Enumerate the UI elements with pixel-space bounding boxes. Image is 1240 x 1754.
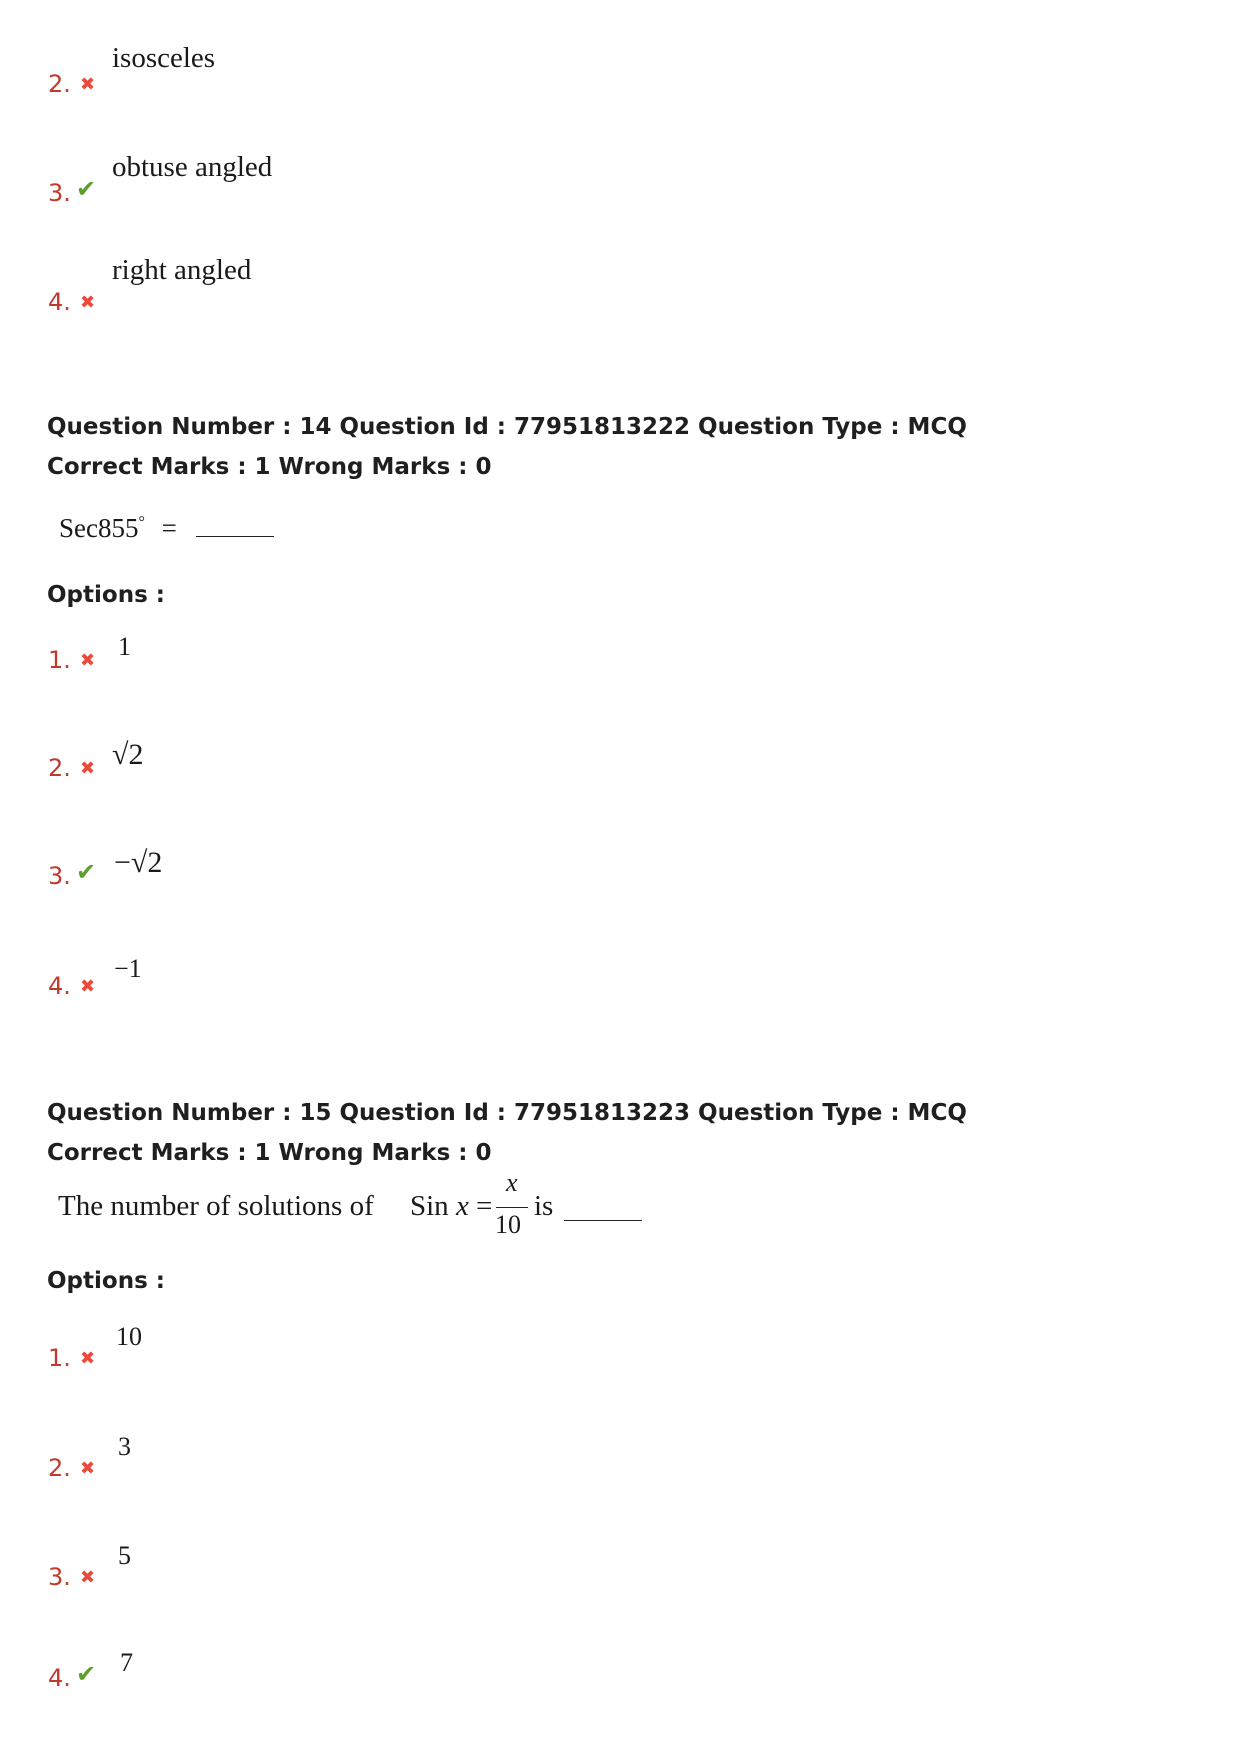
option-text: 7 bbox=[120, 1648, 133, 1677]
option-number: 2. bbox=[48, 1454, 71, 1482]
answer-blank bbox=[196, 536, 274, 537]
option-text: 10 bbox=[116, 1322, 142, 1351]
question-header: Question Number : 14 Question Id : 77951813222 Question Type : MCQ bbox=[47, 414, 967, 440]
question-prefix: The number of solutions of bbox=[58, 1190, 374, 1222]
option-text: obtuse angled bbox=[112, 151, 273, 183]
option-number: 3. bbox=[48, 1563, 71, 1591]
option-row bbox=[0, 1322, 600, 1382]
option-row bbox=[0, 956, 600, 1016]
wrong-mark-icon: ✖ bbox=[80, 758, 96, 779]
fraction-numerator: x bbox=[506, 1168, 518, 1197]
check-mark-icon: ✔ bbox=[76, 175, 97, 203]
wrong-mark-icon: ✖ bbox=[80, 650, 96, 671]
option-text: isosceles bbox=[112, 42, 216, 74]
option-number: 4. bbox=[48, 1664, 71, 1692]
option-row bbox=[0, 738, 600, 798]
option-row bbox=[0, 1541, 600, 1601]
option-row bbox=[0, 846, 600, 906]
option-number: 2. bbox=[48, 70, 71, 98]
question-function: Sin bbox=[410, 1190, 449, 1222]
option-text: 5 bbox=[118, 1541, 131, 1570]
equals-sign: = bbox=[161, 513, 177, 543]
equals-sign: = bbox=[476, 1190, 493, 1222]
option-row bbox=[0, 250, 600, 316]
degree-symbol: ° bbox=[138, 514, 145, 531]
option-text: −√2 bbox=[114, 846, 163, 879]
fraction-denominator: 10 bbox=[495, 1210, 521, 1239]
option-row bbox=[0, 1648, 600, 1708]
option-text: −1 bbox=[114, 954, 142, 983]
option-text: right angled bbox=[112, 254, 252, 286]
wrong-mark-icon: ✖ bbox=[80, 292, 96, 313]
marks-header: Correct Marks : 1 Wrong Marks : 0 bbox=[47, 1140, 492, 1166]
option-text: 3 bbox=[118, 1432, 131, 1461]
option-row bbox=[0, 40, 600, 100]
question-suffix: is bbox=[534, 1190, 554, 1222]
option-number: 1. bbox=[48, 1344, 71, 1372]
wrong-mark-icon: ✖ bbox=[80, 1458, 96, 1479]
option-number: 4. bbox=[48, 288, 71, 316]
option-number: 1. bbox=[48, 646, 71, 674]
question-text bbox=[58, 1168, 678, 1250]
wrong-mark-icon: ✖ bbox=[80, 74, 96, 95]
question-function: Sec bbox=[59, 513, 98, 543]
question-angle: 855 bbox=[97, 513, 139, 543]
question-header: Question Number : 15 Question Id : 77951813223 Question Type : MCQ bbox=[47, 1100, 967, 1126]
wrong-mark-icon: ✖ bbox=[80, 1567, 96, 1588]
option-number: 3. bbox=[48, 179, 71, 207]
option-number: 2. bbox=[48, 754, 71, 782]
option-row bbox=[0, 145, 600, 205]
option-number: 3. bbox=[48, 862, 71, 890]
option-row bbox=[0, 1432, 600, 1492]
wrong-mark-icon: ✖ bbox=[80, 976, 96, 997]
option-text: 1 bbox=[118, 632, 131, 661]
answer-blank bbox=[564, 1220, 642, 1221]
check-mark-icon: ✔ bbox=[76, 1660, 97, 1688]
options-label: Options : bbox=[47, 582, 165, 608]
option-row bbox=[0, 630, 600, 690]
marks-header: Correct Marks : 1 Wrong Marks : 0 bbox=[47, 454, 492, 480]
wrong-mark-icon: ✖ bbox=[80, 1348, 96, 1369]
option-text: √2 bbox=[112, 738, 144, 771]
question-text bbox=[59, 513, 274, 544]
options-label: Options : bbox=[47, 1268, 165, 1294]
option-number: 4. bbox=[48, 972, 71, 1000]
fraction-bar bbox=[496, 1207, 528, 1208]
check-mark-icon: ✔ bbox=[76, 858, 97, 886]
question-variable: x bbox=[456, 1190, 469, 1222]
